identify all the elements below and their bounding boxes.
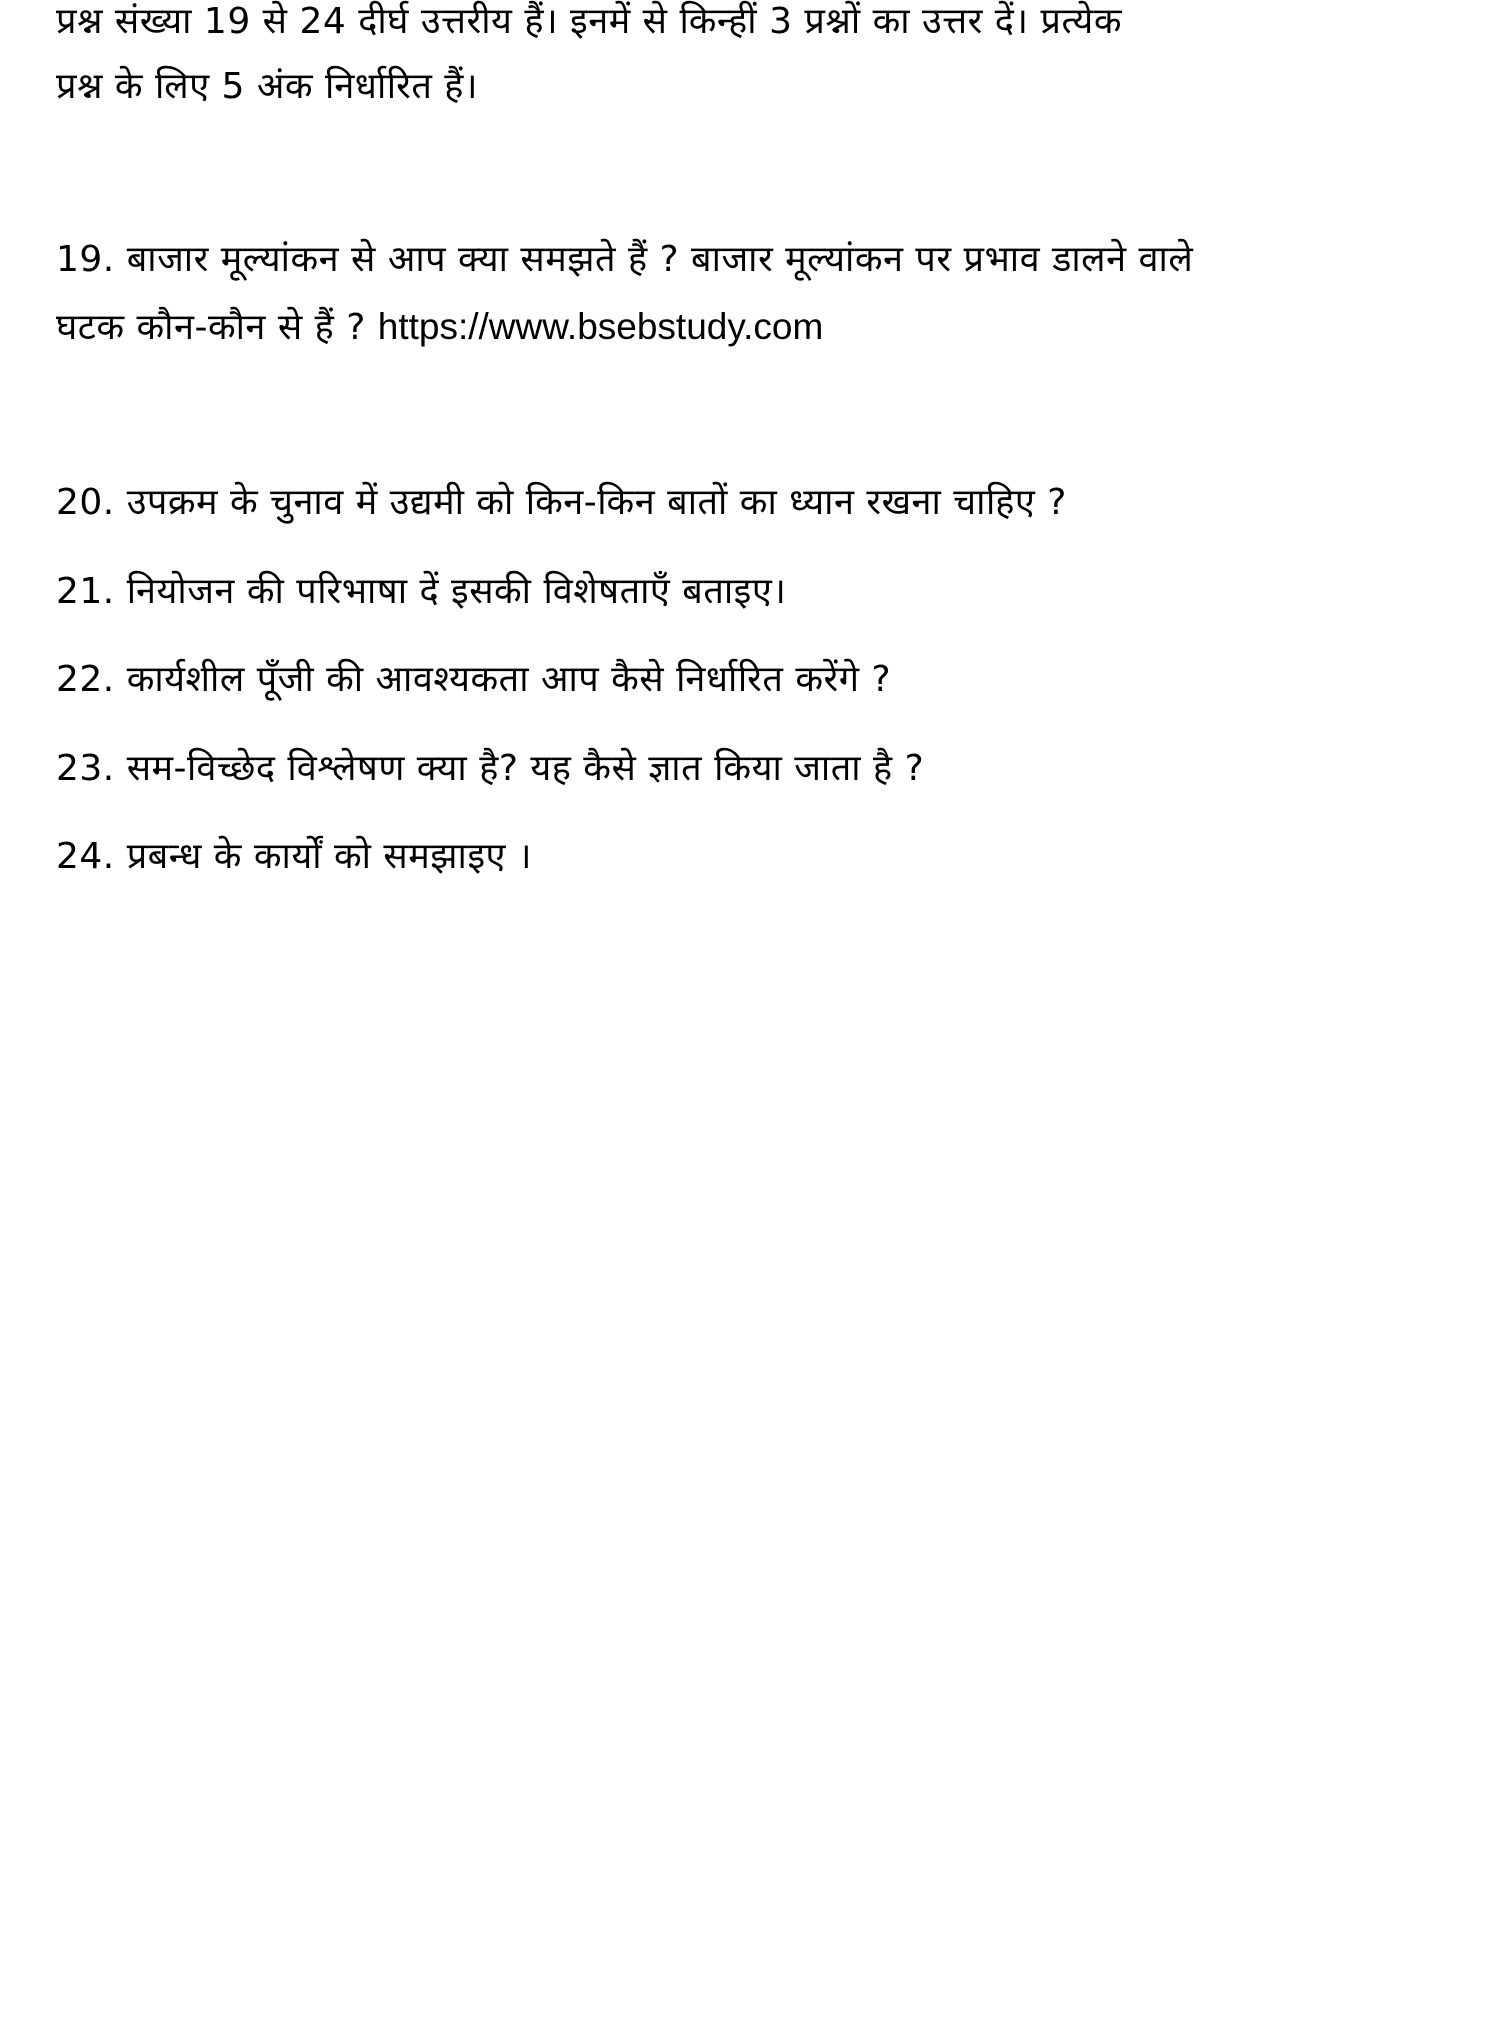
- question-19-text-continuation: घटक कौन-कौन से हैं ?: [56, 307, 366, 348]
- question-20: 20. उपक्रम के चुनाव में उद्यमी को किन-किन बातों का ध्यान रखना चाहिए ?: [56, 482, 1067, 523]
- question-21: 21. नियोजन की परिभाषा दें इसकी विशेषताएँ बताइए।: [56, 571, 787, 612]
- instructions-line-1: प्रश्न संख्या 19 से 24 दीर्घ उत्तरीय हैं। इनमें से किन्हीं 3 प्रश्नों का उत्तर दें। प्रत्येक: [56, 1, 1122, 42]
- question-24: 24. प्रबन्ध के कार्यों को समझाइए ।: [56, 836, 532, 877]
- question-22: 22. कार्यशील पूँजी की आवश्यकता आप कैसे निर्धारित करेंगे ?: [56, 659, 892, 700]
- question-19-line-2: [56, 305, 823, 350]
- website-url: https://www.bsebstudy.com: [377, 306, 824, 347]
- question-19-line-1: 19. बाजार मूल्यांकन से आप क्या समझते हैं ? बाजार मूल्यांकन पर प्रभाव डालने वाले: [56, 239, 1194, 280]
- question-23: 23. सम-विच्छेद विश्लेषण क्या है? यह कैसे ज्ञात किया जाता है ?: [56, 748, 925, 789]
- instructions-line-2: प्रश्न के लिए 5 अंक निर्धारित हैं।: [56, 66, 479, 107]
